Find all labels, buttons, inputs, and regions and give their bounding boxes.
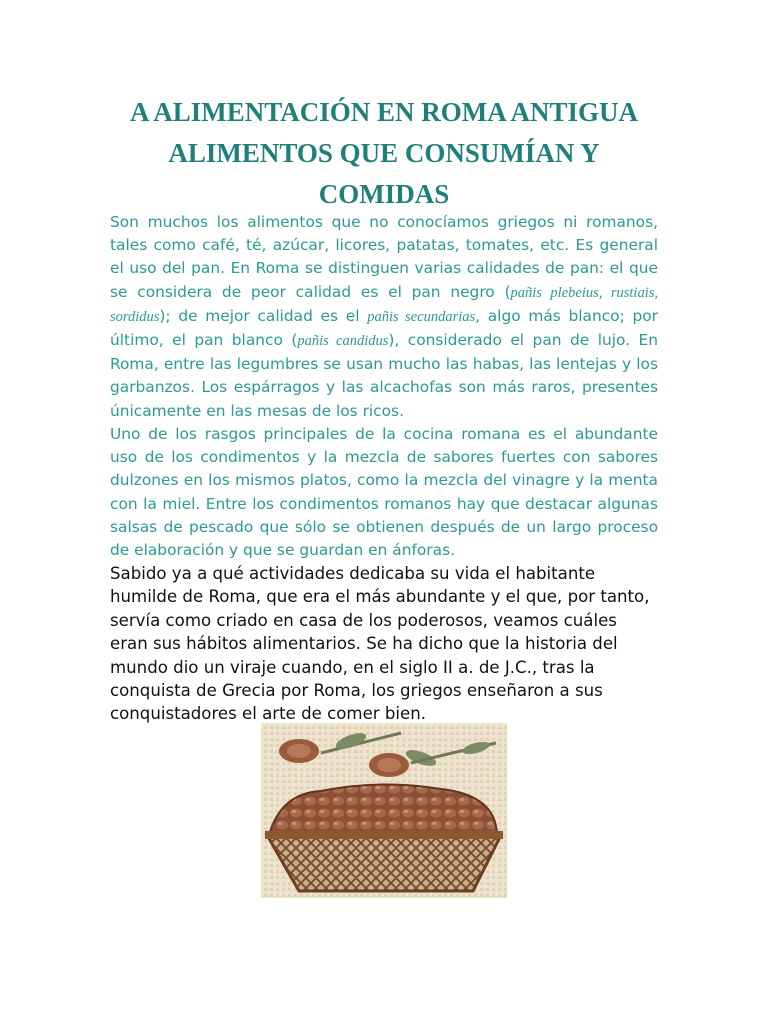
- paragraph-habits: Sabido ya a qué actividades dedicaba su vida el habitante humilde de Roma, que era el más abundante y el que, por tanto, servía como criado en casa de los poderosos, veamos cuáles eran sus hábitos alimentarios. Se ha dicho que la historia del mundo dio un viraje cuando, en el siglo II a. de J.C., tras la conquista de Grecia por Roma, los griegos enseñaron a sus conquistadores el arte de comer bien.: [110, 564, 650, 724]
- basket-rim: [265, 831, 503, 839]
- woven-basket: [267, 835, 501, 891]
- paragraph-text: Son muchos los alimentos que no conocíamos griegos ni romanos, tales como café, té, azúcar, licores, patatas, tomates, etc. Es general el uso del pan. En Roma se distinguen varias calidades de pan: el que se considera de peor calidad es el pan negro (: [110, 213, 658, 301]
- paragraph-text: , algo más blanco; por último, el pan blanco (: [110, 306, 658, 350]
- mosaic-basket-image: [261, 723, 507, 898]
- paragraph-text: ); de mejor calidad es el: [159, 306, 368, 325]
- title-line-1: A ALIMENTACIÓN EN ROMA ANTIGUA: [129, 97, 639, 127]
- latin-term: pañis candidus: [297, 333, 389, 350]
- paragraph-text: ), considerado el pan de lujo. En Roma, entre las legumbres se usan mucho las habas, las lentejas y los garbanzos. Los espárragos y las alcachofas son más raros, presentes únicamente en las mesas de los ricos.: [110, 331, 659, 420]
- latin-term: pañis plebeius, rustiais, sordidus: [110, 284, 658, 325]
- latin-term: pañis secundarias: [367, 308, 476, 325]
- paragraph-condiments: Uno de los rasgos principales de la cocina romana es el abundante uso de los condimentos y la mezcla de sabores fuertes con sabores dulzones en los mismos platos, como la mezcla del vinagre y la menta con la miel. Entre los condimentos romanos hay que destacar algunas salsas de pescado que sólo se obtienen después de un largo proceso de elaboración y que se guardan en ánforas.: [110, 425, 658, 560]
- page-title: [100, 92, 668, 215]
- paragraph-bread: [110, 211, 658, 423]
- title-line-2: ALIMENTOS QUE CONSUMÍAN Y: [168, 138, 600, 168]
- title-line-3: COMIDAS: [318, 179, 450, 209]
